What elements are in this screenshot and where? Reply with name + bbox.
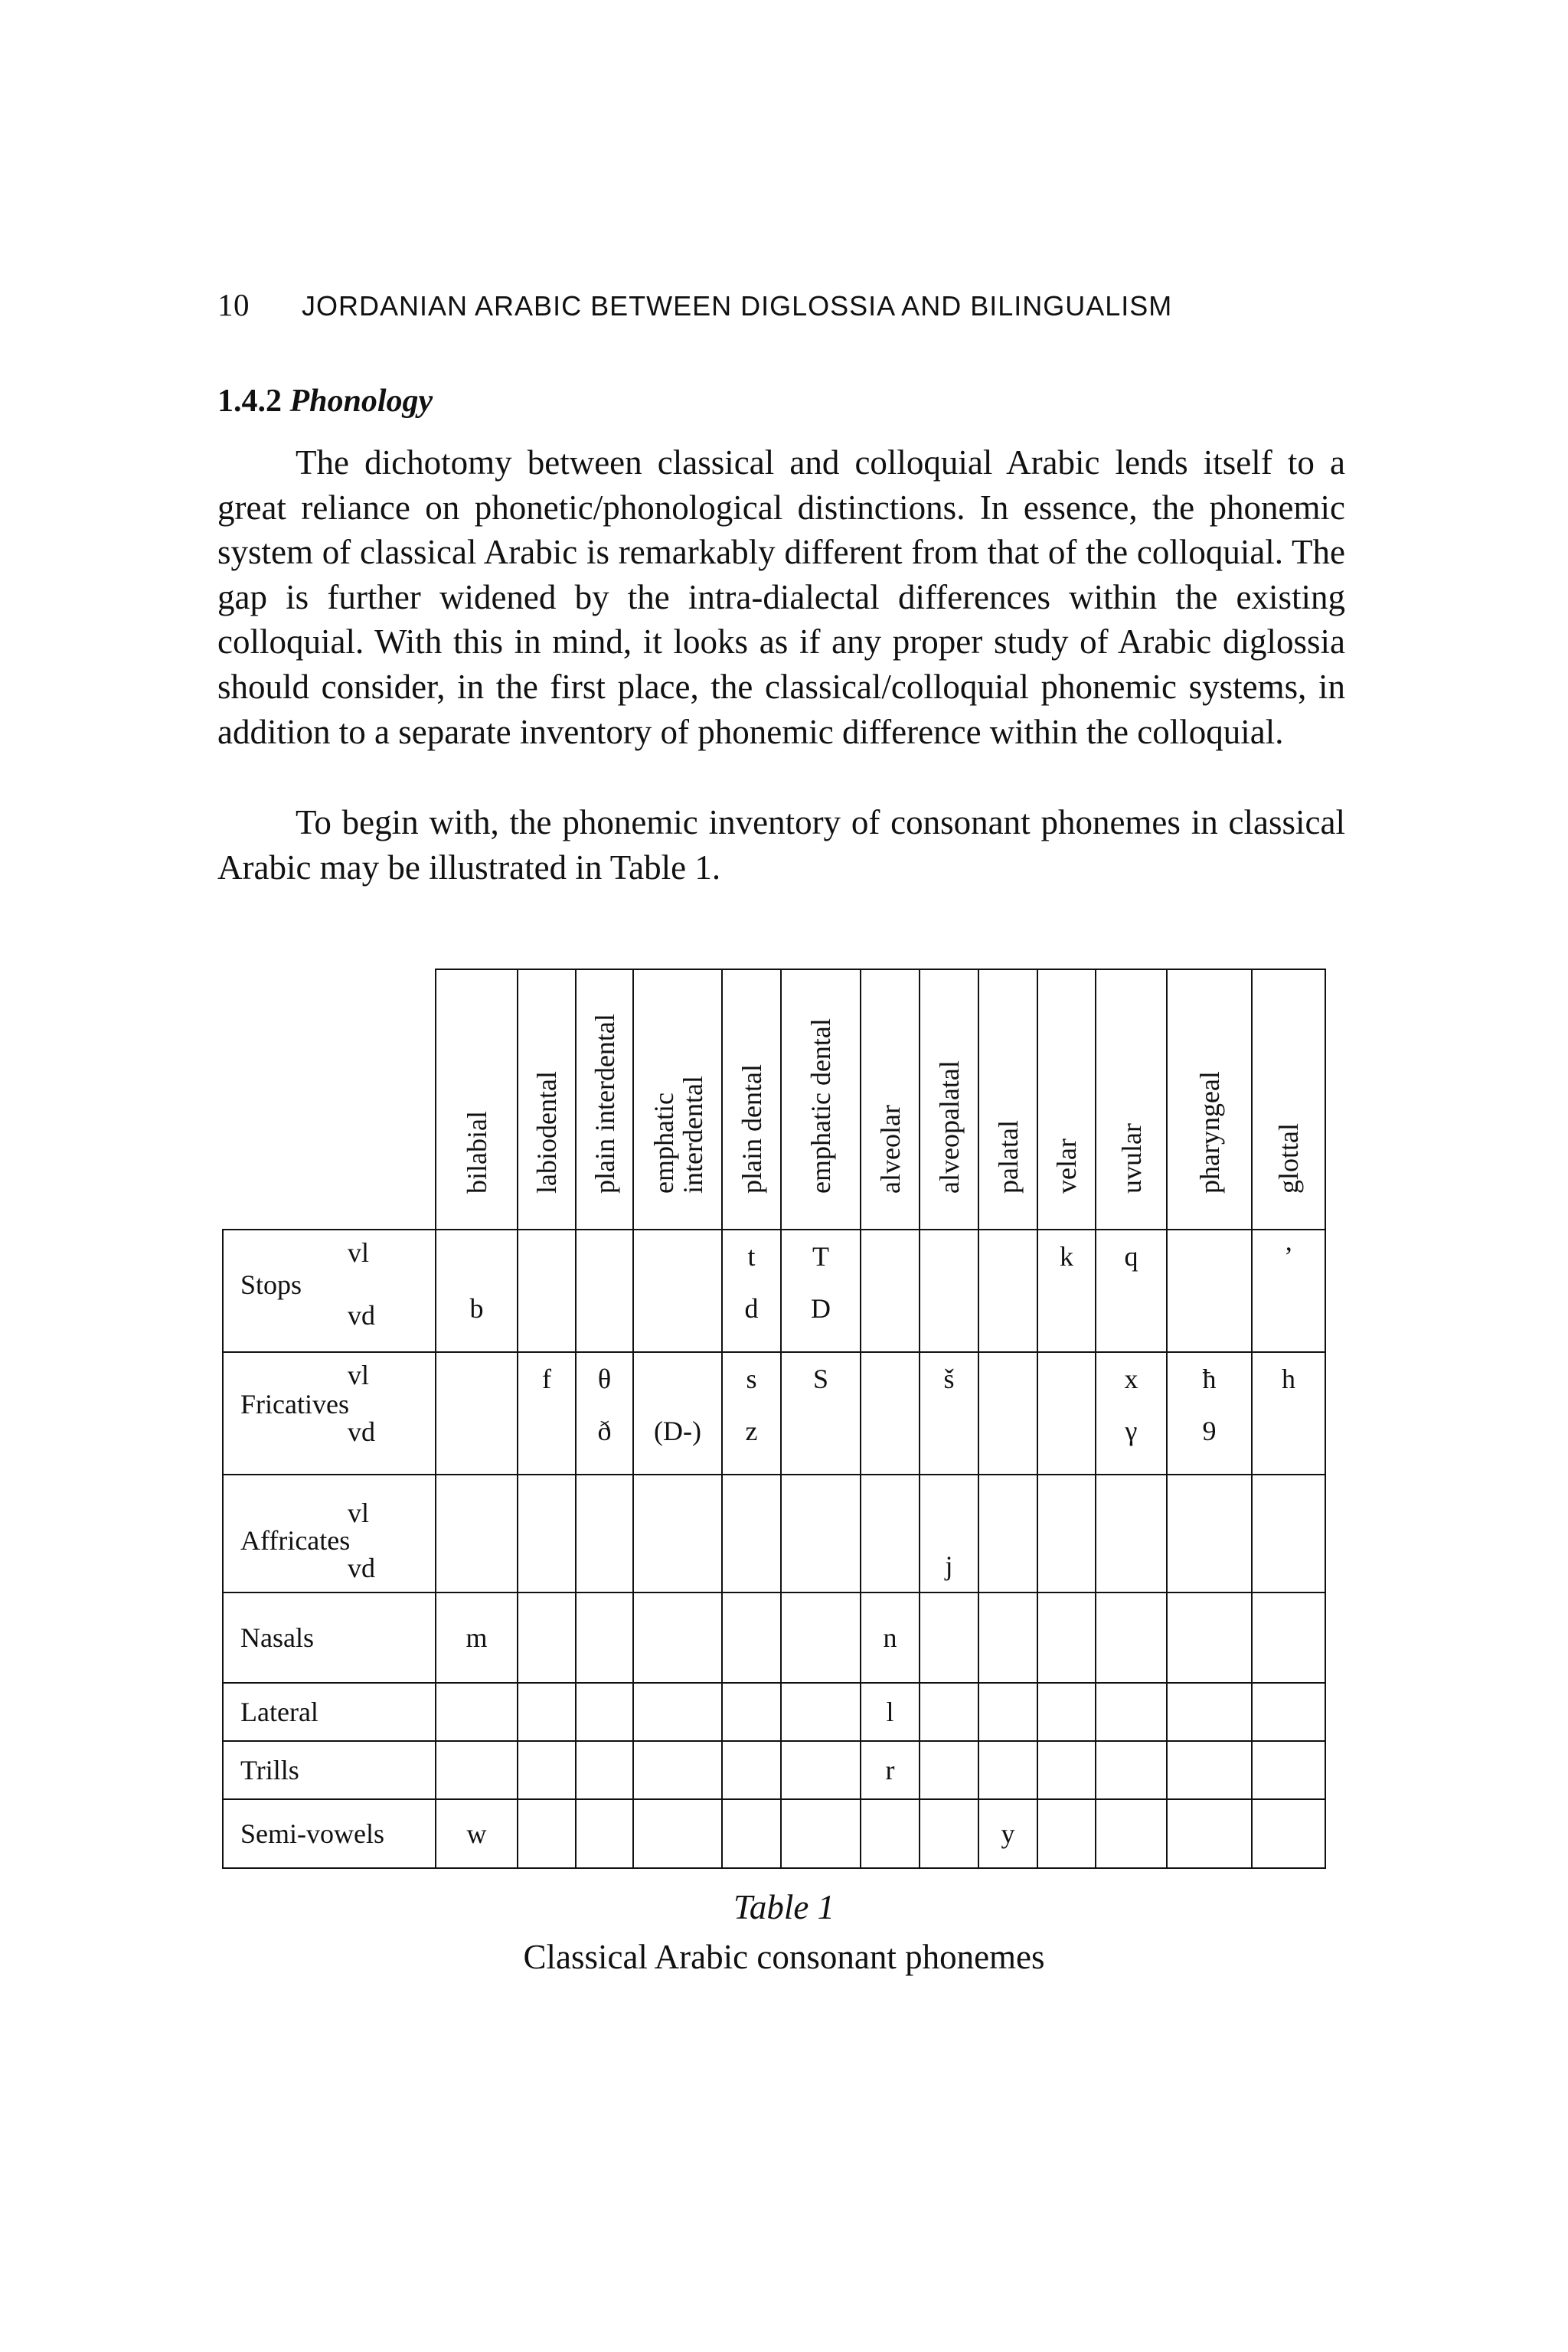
table-cell <box>1167 1592 1252 1683</box>
row-trills <box>223 1741 1325 1799</box>
table-cell <box>633 1683 722 1741</box>
table-cell <box>978 1741 1037 1799</box>
voiced-label: vd <box>348 1300 375 1331</box>
voiced-label: vd <box>348 1553 375 1583</box>
table-cell <box>781 1683 861 1741</box>
table-cell <box>1167 1475 1252 1592</box>
affricates-label: Affricates <box>240 1525 351 1556</box>
table-cell <box>1252 1741 1325 1799</box>
table-cell <box>1167 1683 1252 1741</box>
fricatives-label: Fricatives <box>240 1389 349 1419</box>
col-header <box>1252 969 1325 1230</box>
table-cell: w <box>436 1799 518 1868</box>
row-lateral <box>223 1683 1325 1741</box>
table-cell <box>920 1230 978 1352</box>
table-cell <box>978 1592 1037 1683</box>
table-cell <box>722 1741 781 1799</box>
col-header <box>576 969 633 1230</box>
table-cell <box>576 1799 633 1868</box>
consonant-table <box>222 969 1326 1869</box>
table-cell <box>781 1592 861 1683</box>
col-header <box>518 969 576 1230</box>
table-cell <box>436 1741 518 1799</box>
row-stops <box>223 1230 1325 1352</box>
table-cell <box>1252 1592 1325 1683</box>
table-cell: š <box>920 1352 978 1475</box>
table-corner <box>223 969 436 1230</box>
table-cell <box>722 1799 781 1868</box>
voiced-label: vd <box>348 1416 375 1447</box>
table-cell: S <box>781 1352 861 1475</box>
table-cell: T D <box>781 1230 861 1352</box>
col-header <box>861 969 920 1230</box>
table-cell <box>722 1475 781 1592</box>
table-cell <box>633 1230 722 1352</box>
table-cell <box>861 1475 920 1592</box>
table-cell <box>1167 1230 1252 1352</box>
table-cell <box>722 1683 781 1741</box>
table-cell: j <box>920 1475 978 1592</box>
row-label-nasals: Nasals <box>223 1592 436 1683</box>
table-cell <box>1037 1799 1096 1868</box>
table-cell: n <box>861 1592 920 1683</box>
col-header <box>1167 969 1252 1230</box>
table-cell: b <box>436 1230 518 1352</box>
col-header <box>633 969 722 1230</box>
table-cell <box>633 1799 722 1868</box>
running-head <box>217 286 1172 323</box>
table-cell: h <box>1252 1352 1325 1475</box>
col-emphatic-dental: emphatic dental <box>805 1018 836 1194</box>
table-cell <box>920 1683 978 1741</box>
row-label-affricates <box>223 1475 436 1592</box>
running-title: JORDANIAN ARABIC BETWEEN DIGLOSSIA AND BILINGUALISM <box>302 290 1173 322</box>
table-cell <box>436 1352 518 1475</box>
page-number: 10 <box>217 287 250 322</box>
table-cell <box>1096 1475 1167 1592</box>
col-uvular: uvular <box>1116 1123 1147 1194</box>
col-header <box>1096 969 1167 1230</box>
table-cell <box>576 1475 633 1592</box>
col-header <box>722 969 781 1230</box>
table-cell <box>1037 1741 1096 1799</box>
table-cell <box>1037 1475 1096 1592</box>
table-cell <box>1096 1741 1167 1799</box>
table-cell <box>576 1230 633 1352</box>
table-cell: θ ð <box>576 1352 633 1475</box>
table-cell <box>1037 1683 1096 1741</box>
table-cell: r <box>861 1741 920 1799</box>
table-cell: ’ <box>1252 1230 1325 1352</box>
table-cell <box>781 1799 861 1868</box>
section-title: Phonology <box>289 384 433 419</box>
table-cell: s z <box>722 1352 781 1475</box>
col-pharyngeal: pharyngeal <box>1194 1071 1225 1194</box>
section-heading <box>217 383 433 420</box>
col-emphatic: emphatic <box>648 1093 679 1194</box>
col-header <box>920 969 978 1230</box>
col-header <box>781 969 861 1230</box>
col-labiodental: labiodental <box>531 1071 562 1194</box>
table-cell <box>518 1475 576 1592</box>
row-label-lateral: Lateral <box>223 1683 436 1741</box>
paragraph-1: The dichotomy between classical and colloquial Arabic lends itself to a great reliance on phonetic/phonological distinctions. In essence, the phonemic system of classical Arabic is remarkably different from that of the colloquial. The gap is further widened by the intra-dialectal differences within the existing colloquial. With this in mind, it looks as if any proper study of Arabic diglossia should consider, in the first place, the classical/colloquial phonemic systems, in addition to a separate inventory of phonemic difference within the colloquial. <box>217 443 1345 751</box>
row-label-semivowels: Semi-vowels <box>223 1799 436 1868</box>
row-label-stops <box>223 1230 436 1352</box>
row-nasals <box>223 1592 1325 1683</box>
col-plain-dental: plain dental <box>736 1064 767 1194</box>
table-cell <box>633 1592 722 1683</box>
table-cell <box>861 1799 920 1868</box>
col-plain-interdental: plain interdental <box>589 1014 620 1194</box>
table-cell: ћ 9 <box>1167 1352 1252 1475</box>
table-cell <box>1096 1683 1167 1741</box>
table-cell <box>1167 1741 1252 1799</box>
table-cell <box>1252 1683 1325 1741</box>
table-cell <box>781 1741 861 1799</box>
paragraph-2: To begin with, the phonemic inventory of consonant phonemes in classical Arabic may be illustrated in Table 1. <box>217 803 1345 887</box>
table-cell <box>920 1741 978 1799</box>
col-glottal: glottal <box>1273 1123 1304 1194</box>
table-cell <box>978 1352 1037 1475</box>
row-label-fricatives <box>223 1352 436 1475</box>
table-cell <box>920 1592 978 1683</box>
table-cell <box>978 1230 1037 1352</box>
table-cell <box>518 1683 576 1741</box>
row-fricatives <box>223 1352 1325 1475</box>
table-cell <box>978 1683 1037 1741</box>
table-cell <box>1037 1592 1096 1683</box>
table-cell: y <box>978 1799 1037 1868</box>
table-cell <box>1252 1475 1325 1592</box>
col-palatal: palatal <box>992 1120 1024 1194</box>
row-label-trills: Trills <box>223 1741 436 1799</box>
table-cell <box>781 1475 861 1592</box>
col-header <box>436 969 518 1230</box>
table-cell <box>920 1799 978 1868</box>
table-cell <box>1252 1799 1325 1868</box>
table-cell <box>1096 1592 1167 1683</box>
table-cell <box>576 1683 633 1741</box>
table-cell: m <box>436 1592 518 1683</box>
col-header <box>978 969 1037 1230</box>
table-cell: f <box>518 1352 576 1475</box>
table-cell: q <box>1096 1230 1167 1352</box>
voiceless-label: vl <box>348 1498 370 1528</box>
stops-label: Stops <box>240 1269 302 1300</box>
col-header <box>1037 969 1096 1230</box>
row-affricates <box>223 1475 1325 1592</box>
table-cell <box>518 1799 576 1868</box>
table-cell <box>576 1741 633 1799</box>
table-cell <box>633 1741 722 1799</box>
table-cell <box>861 1352 920 1475</box>
table-cell <box>518 1230 576 1352</box>
col-alveopalatal: alveopalatal <box>933 1060 965 1194</box>
col-interdental: interdental <box>678 1076 708 1194</box>
voiceless-label: vl <box>348 1360 370 1390</box>
table-cell <box>1096 1799 1167 1868</box>
table-cell <box>436 1683 518 1741</box>
table-cell: l <box>861 1683 920 1741</box>
table-cell <box>1037 1352 1096 1475</box>
table-caption-text: Classical Arabic consonant phonemes <box>523 1938 1045 1976</box>
table-cell <box>722 1592 781 1683</box>
table-cell <box>978 1475 1037 1592</box>
row-semivowels <box>223 1799 1325 1868</box>
voiceless-label: vl <box>348 1237 370 1268</box>
table-cell <box>518 1592 576 1683</box>
table-cell <box>576 1592 633 1683</box>
table-cell <box>1167 1799 1252 1868</box>
table-caption-label: Table 1 <box>733 1888 835 1926</box>
col-alveolar: alveolar <box>874 1105 906 1194</box>
table-cell: t d <box>722 1230 781 1352</box>
col-velar: velar <box>1051 1138 1082 1194</box>
table-cell <box>436 1475 518 1592</box>
table-cell <box>518 1741 576 1799</box>
table-cell: k <box>1037 1230 1096 1352</box>
table-cell <box>861 1230 920 1352</box>
table-cell <box>633 1475 722 1592</box>
table-cell: (D-) <box>633 1352 722 1475</box>
col-bilabial: bilabial <box>461 1111 492 1194</box>
section-number: 1.4.2 <box>217 384 282 419</box>
table-cell: x γ <box>1096 1352 1167 1475</box>
